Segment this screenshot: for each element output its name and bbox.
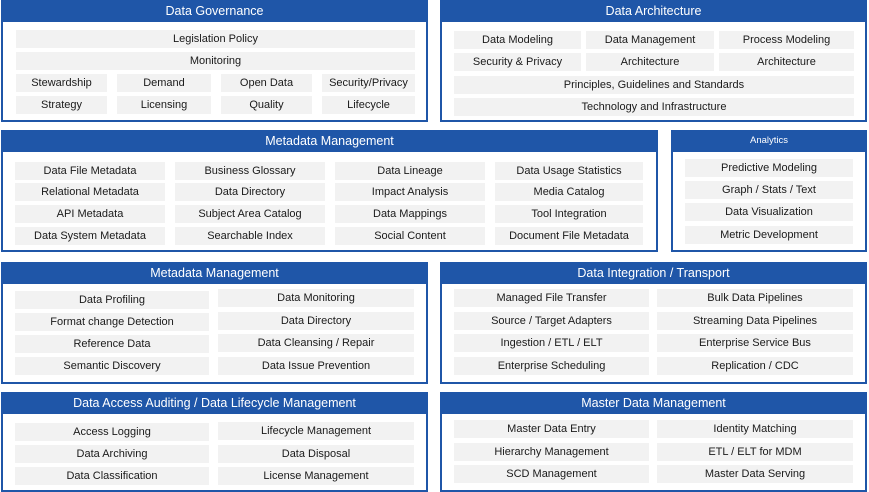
master-data-item: Master Data Serving (657, 465, 853, 483)
governance-item: Quality (221, 96, 312, 114)
master-data-item: Hierarchy Management (454, 443, 649, 461)
metadata-item: Media Catalog (495, 183, 643, 201)
metadata-mid-item: Data Issue Prevention (218, 357, 414, 375)
analytics-panel (671, 130, 867, 252)
integration-item: Enterprise Service Bus (657, 334, 853, 352)
metadata-management-mid-title: Metadata Management (1, 262, 428, 284)
metadata-item: Subject Area Catalog (175, 205, 325, 223)
data-governance-panel (1, 0, 428, 122)
governance-item: Open Data (221, 74, 312, 92)
governance-item: Licensing (117, 96, 211, 114)
analytics-title: Analytics (671, 130, 867, 152)
data-architecture-title: Data Architecture (440, 0, 867, 22)
metadata-mid-item: Data Monitoring (218, 289, 414, 307)
access-item: Access Logging (15, 423, 209, 441)
master-data-item: Identity Matching (657, 420, 853, 438)
metadata-item: Searchable Index (175, 227, 325, 245)
metadata-mid-item: Reference Data (15, 335, 209, 353)
metadata-mid-item: Data Directory (218, 312, 414, 330)
governance-item: Monitoring (16, 52, 415, 70)
architecture-item: Security & Privacy (454, 53, 581, 71)
metadata-mid-item: Format change Detection (15, 313, 209, 331)
architecture-item: Architecture (719, 53, 854, 71)
metadata-item: Document File Metadata (495, 227, 643, 245)
metadata-item: Data Usage Statistics (495, 162, 643, 180)
master-data-item: SCD Management (454, 465, 649, 483)
integration-item: Replication / CDC (657, 357, 853, 375)
metadata-item: Data Lineage (335, 162, 485, 180)
architecture-item: Principles, Guidelines and Standards (454, 76, 854, 94)
architecture-item: Technology and Infrastructure (454, 98, 854, 116)
access-item: License Management (218, 467, 414, 485)
architecture-item: Process Modeling (719, 31, 854, 49)
integration-item: Streaming Data Pipelines (657, 312, 853, 330)
governance-item: Strategy (16, 96, 107, 114)
architecture-item: Data Management (586, 31, 714, 49)
metadata-item: Tool Integration (495, 205, 643, 223)
master-data-title: Master Data Management (440, 392, 867, 414)
master-data-panel (440, 392, 867, 492)
metadata-management-top-panel (1, 130, 658, 252)
data-access-title: Data Access Auditing / Data Lifecycle Management (1, 392, 428, 414)
metadata-item: Data Directory (175, 183, 325, 201)
metadata-mid-item: Semantic Discovery (15, 357, 209, 375)
governance-item: Lifecycle (322, 96, 415, 114)
integration-item: Managed File Transfer (454, 289, 649, 307)
governance-item: Demand (117, 74, 211, 92)
integration-item: Source / Target Adapters (454, 312, 649, 330)
access-item: Data Archiving (15, 445, 209, 463)
data-access-panel (1, 392, 428, 492)
access-item: Data Disposal (218, 445, 414, 463)
metadata-management-mid-panel (1, 262, 428, 384)
governance-item: Legislation Policy (16, 30, 415, 48)
architecture-item: Data Modeling (454, 31, 581, 49)
analytics-item: Metric Development (685, 226, 853, 244)
analytics-item: Data Visualization (685, 203, 853, 221)
data-governance-title: Data Governance (1, 0, 428, 22)
metadata-item: Business Glossary (175, 162, 325, 180)
metadata-item: Relational Metadata (15, 183, 165, 201)
metadata-item: Data System Metadata (15, 227, 165, 245)
metadata-item: API Metadata (15, 205, 165, 223)
architecture-item: Architecture (586, 53, 714, 71)
integration-item: Ingestion / ETL / ELT (454, 334, 649, 352)
governance-item: Security/Privacy (322, 74, 415, 92)
master-data-item: Master Data Entry (454, 420, 649, 438)
metadata-item: Data File Metadata (15, 162, 165, 180)
metadata-item: Data Mappings (335, 205, 485, 223)
governance-item: Stewardship (16, 74, 107, 92)
analytics-item: Graph / Stats / Text (685, 181, 853, 199)
data-integration-panel (440, 262, 867, 384)
access-item: Data Classification (15, 467, 209, 485)
integration-item: Enterprise Scheduling (454, 357, 649, 375)
data-architecture-panel (440, 0, 867, 122)
integration-item: Bulk Data Pipelines (657, 289, 853, 307)
master-data-item: ETL / ELT for MDM (657, 443, 853, 461)
metadata-item: Impact Analysis (335, 183, 485, 201)
access-item: Lifecycle Management (218, 422, 414, 440)
metadata-management-top-title: Metadata Management (1, 130, 658, 152)
analytics-item: Predictive Modeling (685, 159, 853, 177)
metadata-mid-item: Data Profiling (15, 291, 209, 309)
data-integration-title: Data Integration / Transport (440, 262, 867, 284)
metadata-mid-item: Data Cleansing / Repair (218, 334, 414, 352)
metadata-item: Social Content (335, 227, 485, 245)
